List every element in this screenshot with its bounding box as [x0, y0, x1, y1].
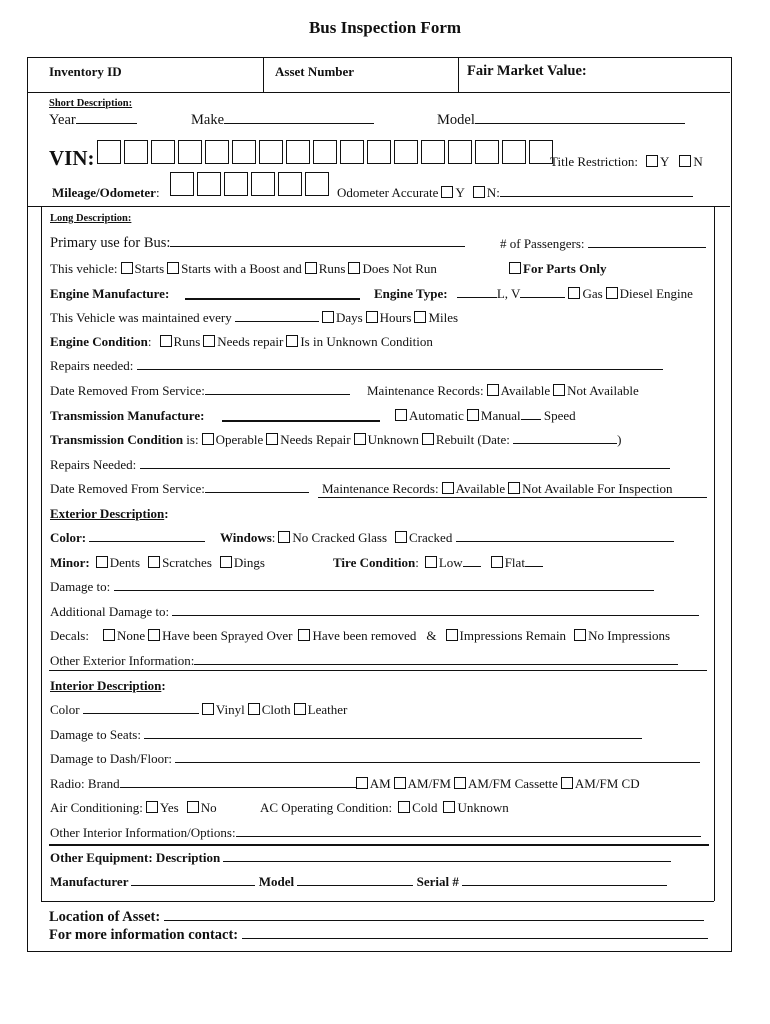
low-line[interactable] [463, 555, 481, 567]
repairs-needed2-label: Repairs Needed: [50, 457, 137, 472]
low-label: Low [438, 555, 463, 570]
radio-row [50, 776, 640, 792]
engine-type-label: Engine Type: [374, 286, 448, 301]
gas-checkbox[interactable] [568, 287, 580, 299]
passengers-field [500, 236, 706, 252]
interior-color-row [50, 702, 347, 718]
ec-needs-repair-checkbox[interactable] [203, 335, 215, 347]
passengers-line[interactable] [588, 236, 706, 248]
ec-runs-checkbox[interactable] [160, 335, 172, 347]
divider [714, 206, 715, 901]
maint-records-label: Maintenance Records: [367, 383, 484, 398]
repairs-needed-label: Repairs needed: [50, 358, 134, 373]
amfm-checkbox[interactable] [394, 777, 406, 789]
vin-box[interactable] [448, 140, 472, 164]
divider [458, 57, 459, 92]
vin-box[interactable] [124, 140, 148, 164]
repairs-needed2-row [50, 457, 670, 473]
maintained-row [50, 310, 458, 326]
damage-to-row [50, 579, 654, 595]
repairs-needed-line[interactable] [137, 358, 663, 370]
flat-checkbox[interactable] [491, 556, 503, 568]
location-row [49, 909, 704, 926]
maint2-not-available-checkbox[interactable] [508, 482, 520, 494]
ac-yes-label: Yes [159, 800, 179, 815]
tire-condition-label: Tire Condition [333, 555, 416, 570]
interior-heading: Interior Description [50, 678, 162, 693]
transmission-condition-label: Transmission Condition [50, 432, 184, 447]
engine-type-v-line[interactable] [520, 286, 565, 298]
passengers-label: # of Passengers: [500, 236, 585, 251]
impressions-remain-checkbox[interactable] [446, 629, 458, 641]
tc-needs-repair-label: Needs Repair [280, 432, 351, 447]
miles-label: Miles [428, 310, 459, 325]
dings-checkbox[interactable] [220, 556, 232, 568]
repairs-needed-row [50, 358, 663, 374]
maint-records2-row [322, 481, 672, 497]
low-checkbox[interactable] [425, 556, 437, 568]
primary-use-line[interactable] [170, 235, 465, 247]
contact-line[interactable] [242, 927, 708, 939]
vin-box[interactable] [313, 140, 337, 164]
flat-line[interactable] [525, 555, 543, 567]
dings-label: Dings [233, 555, 265, 570]
ac-unknown-checkbox[interactable] [443, 801, 455, 813]
model-line[interactable] [475, 112, 685, 124]
no-cracked-label: No Cracked Glass [292, 530, 388, 545]
primary-use-row [50, 235, 465, 252]
exterior-heading-row [50, 506, 169, 522]
engine-type-l-line[interactable] [457, 286, 497, 298]
this-vehicle-row [50, 261, 437, 277]
year-line[interactable] [76, 112, 137, 124]
vinyl-label: Vinyl [215, 702, 245, 717]
starts-boost-checkbox[interactable] [167, 262, 179, 274]
operable-label: Operable [215, 432, 264, 447]
interior-color-label: Color [50, 702, 80, 717]
location-line[interactable] [164, 909, 704, 921]
title-restriction-n-checkbox[interactable] [679, 155, 691, 167]
radio-brand-line[interactable] [120, 776, 356, 788]
decals-label: Decals: [50, 628, 89, 643]
manual-checkbox[interactable] [467, 409, 479, 421]
odometer-box[interactable] [170, 172, 194, 196]
dash-row [50, 751, 700, 767]
seats-label: Damage to Seats: [50, 727, 141, 742]
primary-use-label: Primary use for Bus: [50, 235, 171, 251]
days-checkbox[interactable] [322, 311, 334, 323]
days-label: Days [335, 310, 363, 325]
vin-box[interactable] [502, 140, 526, 164]
ec-needs-repair-label: Needs repair [217, 334, 284, 349]
diesel-checkbox[interactable] [606, 287, 618, 299]
maintained-every-line[interactable] [235, 310, 319, 322]
divider [318, 497, 707, 498]
title-restriction-y-label: Y [660, 154, 670, 169]
cracked-line[interactable] [456, 530, 674, 542]
leather-checkbox[interactable] [294, 703, 306, 715]
engine-manufacture-row [50, 286, 169, 302]
amfm-label: AM/FM [407, 776, 451, 791]
make-line[interactable] [224, 112, 374, 124]
cold-checkbox[interactable] [398, 801, 410, 813]
ac-label: Air Conditioning: [50, 800, 143, 815]
ac-unknown-label: Unknown [457, 800, 509, 815]
ac-no-label: No [200, 800, 217, 815]
mileage-label: Mileage/Odometer [52, 185, 156, 200]
odometer-n-label: N: [486, 185, 500, 200]
decals-none-checkbox[interactable] [103, 629, 115, 641]
speed-label: Speed [543, 408, 576, 423]
does-not-run-checkbox[interactable] [348, 262, 360, 274]
serial-label: Serial # [416, 874, 459, 889]
dents-checkbox[interactable] [96, 556, 108, 568]
rebuilt-date-line[interactable] [513, 432, 617, 444]
odometer-accurate-label: Odometer Accurate [337, 185, 439, 200]
speed-line[interactable] [521, 408, 541, 420]
no-impressions-checkbox[interactable] [574, 629, 586, 641]
other-equipment-line[interactable] [223, 850, 671, 862]
seats-line[interactable] [144, 727, 642, 739]
manufacturer-row [50, 874, 667, 890]
amfm-cd-checkbox[interactable] [561, 777, 573, 789]
exterior-heading: Exterior Description [50, 506, 165, 521]
vin-box[interactable] [367, 140, 391, 164]
damage-to-label: Damage to: [50, 579, 111, 594]
inventory-id-label: Inventory ID [49, 64, 122, 79]
engine-condition-colon: : [147, 334, 152, 349]
additional-damage-row [50, 604, 699, 620]
fair-market-value-label: Fair Market Value: [467, 63, 587, 79]
for-parts-checkbox[interactable] [509, 262, 521, 274]
divider [41, 206, 42, 901]
ac-operating-label: AC Operating Condition: [260, 800, 393, 815]
maint-not-available-checkbox[interactable] [553, 384, 565, 396]
title-restriction-label: Title Restriction: [550, 154, 638, 169]
amfm-cd-label: AM/FM CD [574, 776, 640, 791]
engine-manufacture-label: Engine Manufacture: [50, 286, 170, 301]
starts-label: Starts [134, 261, 165, 276]
sprayed-label: Have been Sprayed Over [162, 628, 293, 643]
vin-box[interactable] [340, 140, 364, 164]
no-impressions-label: No Impressions [588, 628, 671, 643]
vinyl-checkbox[interactable] [202, 703, 214, 715]
ac-no-checkbox[interactable] [187, 801, 199, 813]
automatic-checkbox[interactable] [395, 409, 407, 421]
flat-label: Flat [504, 555, 525, 570]
tc-unknown-label: Unknown [367, 432, 419, 447]
long-description-heading: Long Description: [50, 213, 132, 224]
windows-label: Windows [220, 530, 272, 545]
vin-box[interactable] [286, 140, 310, 164]
impressions-remain-label: Impressions Remain [459, 628, 567, 643]
vin-label: VIN: [49, 146, 95, 170]
interior-heading-colon: : [161, 678, 166, 693]
cloth-checkbox[interactable] [248, 703, 260, 715]
cold-label: Cold [412, 800, 438, 815]
decals-none-label: None [116, 628, 146, 643]
other-equipment-label: Other Equipment: Description [50, 850, 221, 865]
interior-color-line[interactable] [83, 702, 199, 714]
engine-manufacture-line[interactable] [185, 287, 360, 300]
date-removed2-row [50, 481, 309, 497]
maint-records-row [367, 383, 639, 399]
title-restriction [550, 154, 703, 170]
exterior-heading-colon: : [164, 506, 169, 521]
ac-row [50, 800, 217, 816]
exterior-color-label: Color: [50, 530, 87, 545]
equipment-model-line[interactable] [297, 874, 413, 886]
rebuilt-label: Rebuilt (Date: [435, 432, 510, 447]
divider [49, 844, 709, 846]
runs-checkbox[interactable] [305, 262, 317, 274]
engine-condition-label: Engine Condition [50, 334, 148, 349]
manual-label: Manual [480, 408, 521, 423]
amfm-cassette-label: AM/FM Cassette [468, 776, 558, 791]
starts-checkbox[interactable] [121, 262, 133, 274]
exterior-color-line[interactable] [89, 530, 205, 542]
date-removed-row [50, 383, 350, 399]
dash-label: Damage to Dash/Floor: [50, 751, 173, 766]
divider [41, 901, 714, 902]
divider [263, 57, 264, 92]
year-label: Year [49, 112, 76, 128]
make-field[interactable] [191, 112, 374, 129]
additional-damage-label: Additional Damage to: [50, 604, 170, 619]
mileage-label-wrap [52, 185, 160, 201]
maint2-available-label: Available [455, 481, 506, 496]
odometer-box[interactable] [305, 172, 329, 196]
no-cracked-checkbox[interactable] [278, 531, 290, 543]
transmission-manufacture-label: Transmission Manufacture: [50, 408, 205, 423]
engine-condition-row [50, 334, 433, 350]
other-interior-row [50, 825, 701, 841]
vin-box[interactable] [394, 140, 418, 164]
cracked-checkbox[interactable] [395, 531, 407, 543]
cloth-label: Cloth [261, 702, 291, 717]
minor-label: Minor: [50, 555, 90, 570]
decals-ampersand: & [426, 628, 437, 643]
model-label: Model [437, 112, 475, 128]
runs-label: Runs [318, 261, 346, 276]
divider [27, 92, 730, 93]
maintained-every-label: This Vehicle was maintained every [50, 310, 232, 325]
transmission-condition-row [50, 432, 622, 448]
vin-box[interactable] [178, 140, 202, 164]
vin-box[interactable] [151, 140, 175, 164]
dash-line[interactable] [175, 751, 700, 763]
divider [49, 670, 707, 671]
interior-heading-row [50, 678, 166, 694]
damage-to-line[interactable] [114, 579, 654, 591]
odometer-n-line[interactable] [500, 185, 693, 197]
contact-label: For more information contact: [49, 927, 239, 943]
cracked-label: Cracked [409, 530, 453, 545]
maint-available-label: Available [500, 383, 551, 398]
removed-label: Have been removed [312, 628, 417, 643]
other-interior-label: Other Interior Information/Options: [50, 825, 236, 840]
transmission-manufacture-row [50, 408, 204, 424]
transmission-type-field [392, 408, 576, 424]
engine-type-lv-label: L, V [496, 286, 521, 301]
date-removed-label: Date Removed From Service: [50, 383, 205, 398]
decals-row [50, 628, 670, 644]
contact-row [49, 927, 708, 944]
short-description-heading: Short Description: [49, 98, 133, 109]
odometer-box[interactable] [251, 172, 275, 196]
transmission-manufacture-line[interactable] [222, 409, 380, 422]
ac-operating-field [260, 800, 509, 816]
maint-records2-label: Maintenance Records: [322, 481, 439, 496]
odometer-n-checkbox[interactable] [473, 186, 485, 198]
hours-label: Hours [379, 310, 412, 325]
date-removed2-label: Date Removed From Service: [50, 481, 205, 496]
scratches-checkbox[interactable] [148, 556, 160, 568]
title-restriction-y-checkbox[interactable] [646, 155, 658, 167]
odometer-y-label: Y [455, 185, 465, 200]
leather-label: Leather [307, 702, 348, 717]
operable-checkbox[interactable] [202, 433, 214, 445]
this-vehicle-label: This vehicle: [50, 261, 118, 276]
odometer-box[interactable] [224, 172, 248, 196]
windows-colon: : [271, 530, 276, 545]
odometer-boxes[interactable] [170, 172, 332, 196]
date-removed-line[interactable] [205, 383, 350, 395]
am-checkbox[interactable] [356, 777, 368, 789]
additional-damage-line[interactable] [172, 604, 699, 616]
maint2-available-checkbox[interactable] [442, 482, 454, 494]
vin-boxes[interactable] [97, 140, 556, 164]
removed-checkbox[interactable] [298, 629, 310, 641]
rebuilt-checkbox[interactable] [422, 433, 434, 445]
repairs-needed2-line[interactable] [140, 457, 670, 469]
asset-number-label: Asset Number [275, 64, 355, 79]
manufacturer-label: Manufacturer [50, 874, 129, 889]
miles-checkbox[interactable] [414, 311, 426, 323]
ac-yes-checkbox[interactable] [146, 801, 158, 813]
date-removed2-line[interactable] [205, 481, 309, 493]
maint-not-available-label: Not Available [567, 383, 639, 398]
vin-box[interactable] [232, 140, 256, 164]
vin-box[interactable] [259, 140, 283, 164]
equipment-model-label: Model [258, 874, 295, 889]
rebuilt-close-paren: ) [617, 432, 622, 447]
vin-box[interactable] [205, 140, 229, 164]
odometer-box[interactable] [278, 172, 302, 196]
transmission-condition-is: is: [183, 432, 199, 447]
exterior-color-row [50, 530, 205, 546]
other-interior-line[interactable] [236, 825, 701, 837]
tire-condition-colon: : [415, 555, 419, 570]
location-label: Location of Asset: [49, 909, 161, 925]
other-exterior-label: Other Exterior Information: [50, 653, 195, 668]
ec-unknown-label: Is in Unknown Condition [300, 334, 433, 349]
year-field[interactable] [49, 112, 137, 129]
vin-box[interactable] [475, 140, 499, 164]
vin-box[interactable] [421, 140, 445, 164]
hours-checkbox[interactable] [366, 311, 378, 323]
other-equipment-row [50, 850, 671, 866]
diesel-label: Diesel Engine [619, 286, 693, 301]
other-exterior-row [50, 653, 678, 669]
minor-row [50, 555, 265, 571]
dents-label: Dents [109, 555, 141, 570]
odometer-box[interactable] [197, 172, 221, 196]
odometer-y-checkbox[interactable] [441, 186, 453, 198]
tire-condition-field [333, 555, 543, 571]
manufacturer-line[interactable] [131, 874, 255, 886]
windows-field [220, 530, 674, 546]
tc-needs-repair-checkbox[interactable] [266, 433, 278, 445]
form-title: Bus Inspection Form [308, 18, 462, 37]
tc-unknown-checkbox[interactable] [354, 433, 366, 445]
does-not-run-label: Does Not Run [362, 261, 437, 276]
odometer-accurate [337, 185, 693, 201]
ec-unknown-checkbox[interactable] [286, 335, 298, 347]
engine-type-field [374, 286, 693, 302]
scratches-label: Scratches [162, 555, 212, 570]
make-label: Make [191, 112, 225, 128]
ec-runs-label: Runs [173, 334, 201, 349]
starts-boost-label: Starts with a Boost and [181, 261, 302, 276]
serial-line[interactable] [462, 874, 667, 886]
mileage-colon: : [155, 185, 160, 200]
for-parts-field [506, 261, 607, 277]
gas-label: Gas [582, 286, 603, 301]
other-exterior-line[interactable] [194, 653, 678, 665]
maint-available-checkbox[interactable] [487, 384, 499, 396]
amfm-cassette-checkbox[interactable] [454, 777, 466, 789]
am-label: AM [369, 776, 391, 791]
radio-label: Radio: Brand [50, 776, 120, 791]
for-parts-label: For Parts Only [523, 261, 607, 276]
maint2-not-available-label: Not Available For Inspection [522, 481, 673, 496]
sprayed-checkbox[interactable] [148, 629, 160, 641]
divider [27, 206, 730, 207]
automatic-label: Automatic [409, 408, 464, 423]
model-field[interactable] [437, 112, 685, 129]
title-restriction-n-label: N [693, 154, 703, 169]
seats-row [50, 727, 642, 743]
vin-box[interactable] [97, 140, 121, 164]
